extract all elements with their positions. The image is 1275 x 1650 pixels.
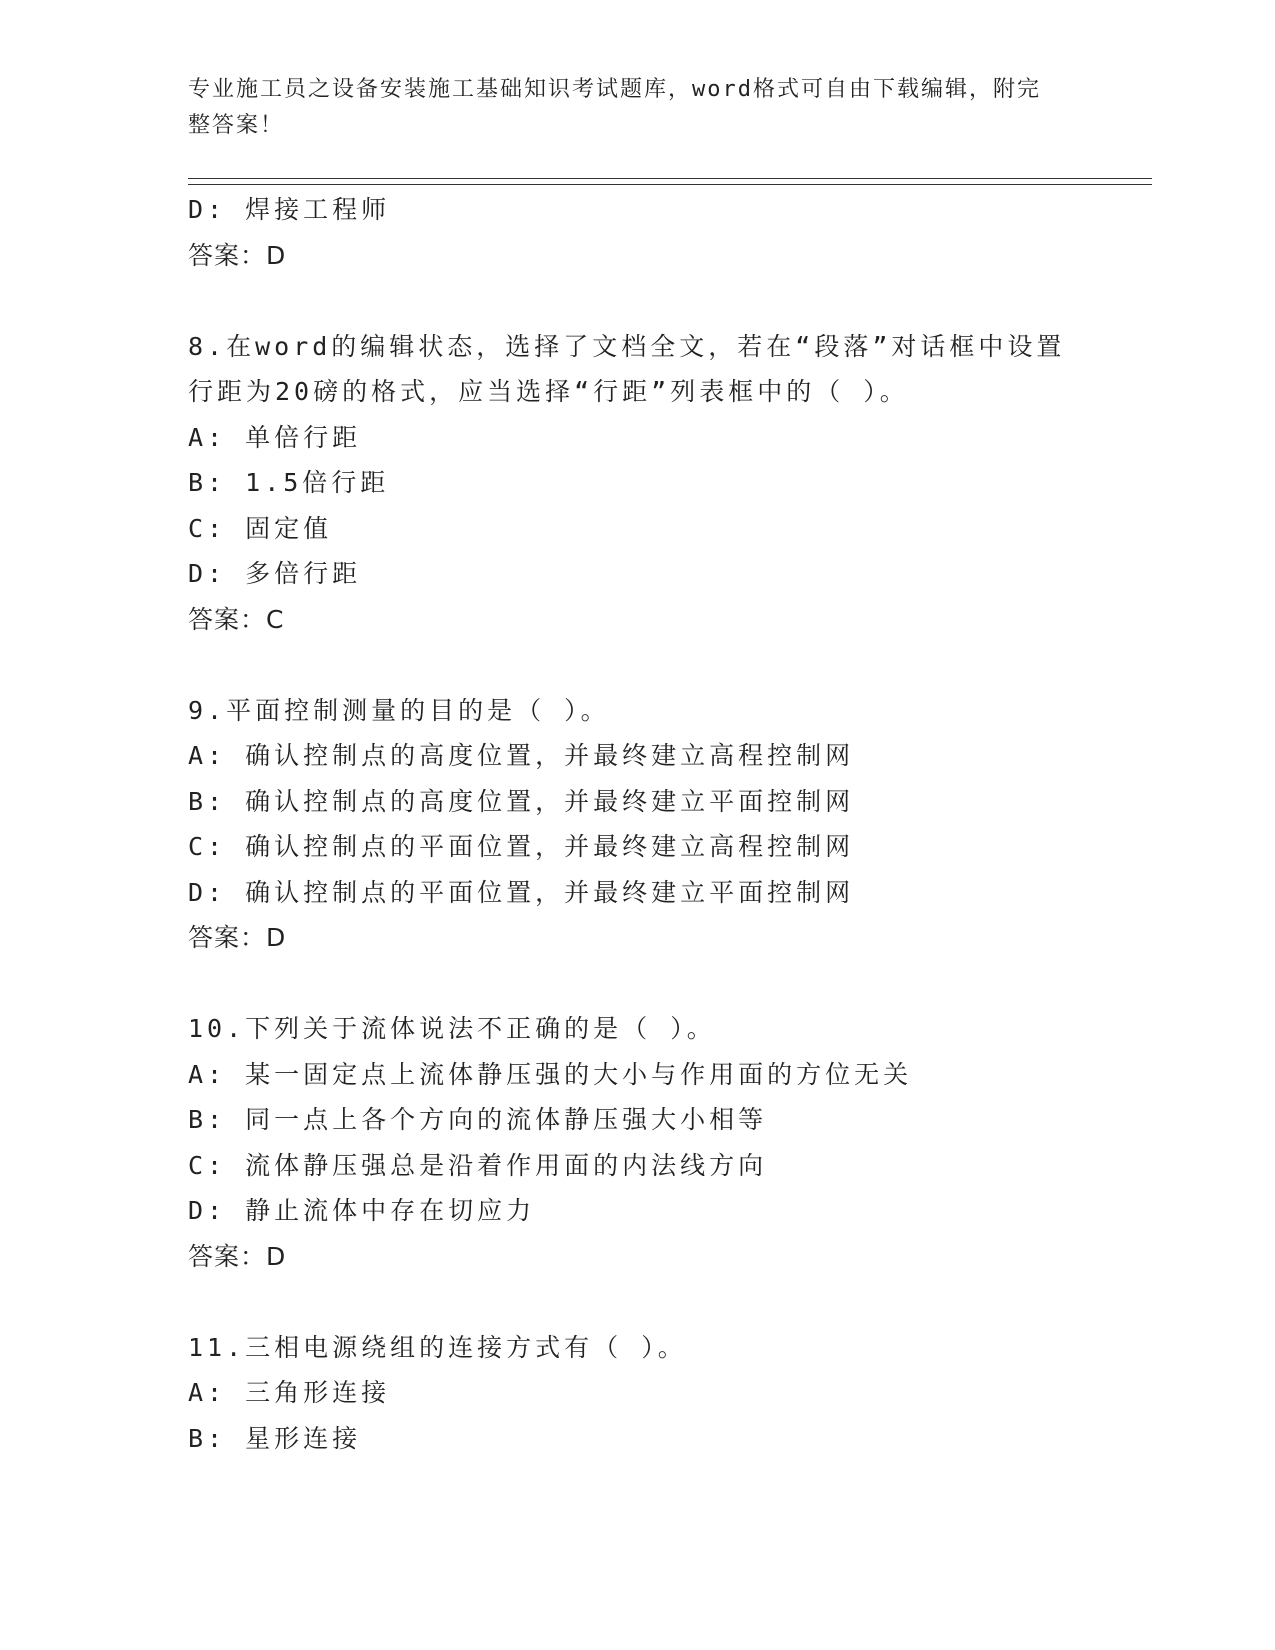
- question-stem: 11.三相电源绕组的连接方式有（ ）。: [188, 1332, 687, 1362]
- spacer: [188, 1279, 1088, 1325]
- question-10: [188, 1006, 1088, 1279]
- option-c: C: 固定值: [188, 513, 333, 543]
- question-8: [188, 324, 1088, 643]
- spacer: [188, 961, 1088, 1007]
- document-header: [188, 72, 1068, 144]
- option-a: A: 三角形连接: [188, 1378, 391, 1407]
- question-stem: 9.平面控制测量的目的是（ ）。: [188, 695, 610, 725]
- option-b: B: 1.5倍行距: [188, 468, 390, 497]
- option-b: B: 确认控制点的高度位置，并最终建立平面控制网: [188, 786, 855, 816]
- answer-line: 答案：C: [188, 604, 285, 634]
- question-stem: 8.在word的编辑状态，选择了文档全文，若在“段落”对话框中设置: [188, 331, 1066, 361]
- header-title-line-2: 整答案！: [188, 113, 285, 138]
- option-b: B: 星形连接: [188, 1423, 362, 1453]
- answer-line: 答案：D: [188, 240, 287, 270]
- question-stem: 行距为20磅的格式，应当选择“行距”列表框中的（ ）。: [188, 377, 909, 406]
- option-d: D: 焊接工程师: [188, 195, 391, 224]
- option-a: A: 单倍行距: [188, 422, 362, 452]
- question-stem: 10.下列关于流体说法不正确的是（ ）。: [188, 1014, 716, 1043]
- option-d: D: 静止流体中存在切应力: [188, 1196, 536, 1225]
- option-c: C: 确认控制点的平面位置，并最终建立高程控制网: [188, 832, 855, 861]
- question-9: [188, 688, 1088, 961]
- answer-line: 答案：D: [188, 923, 287, 952]
- question-list: [188, 187, 1088, 1461]
- header-title-line-1: 专业施工员之设备安装施工基础知识考试题库，word格式可自由下载编辑，附完: [188, 77, 1041, 102]
- option-d: D: 多倍行距: [188, 559, 362, 588]
- option-b: B: 同一点上各个方向的流体静压强大小相等: [188, 1105, 768, 1134]
- option-c: C: 流体静压强总是沿着作用面的内法线方向: [188, 1150, 768, 1180]
- option-a: A: 确认控制点的高度位置，并最终建立高程控制网: [188, 741, 855, 770]
- spacer: [188, 642, 1088, 688]
- answer-line: 答案：D: [188, 1241, 287, 1271]
- header-divider: [188, 178, 1152, 185]
- option-d: D: 确认控制点的平面位置，并最终建立平面控制网: [188, 877, 855, 907]
- option-a: A: 某一固定点上流体静压强的大小与作用面的方位无关: [188, 1059, 913, 1089]
- spacer: [188, 278, 1088, 324]
- question-11: [188, 1325, 1088, 1462]
